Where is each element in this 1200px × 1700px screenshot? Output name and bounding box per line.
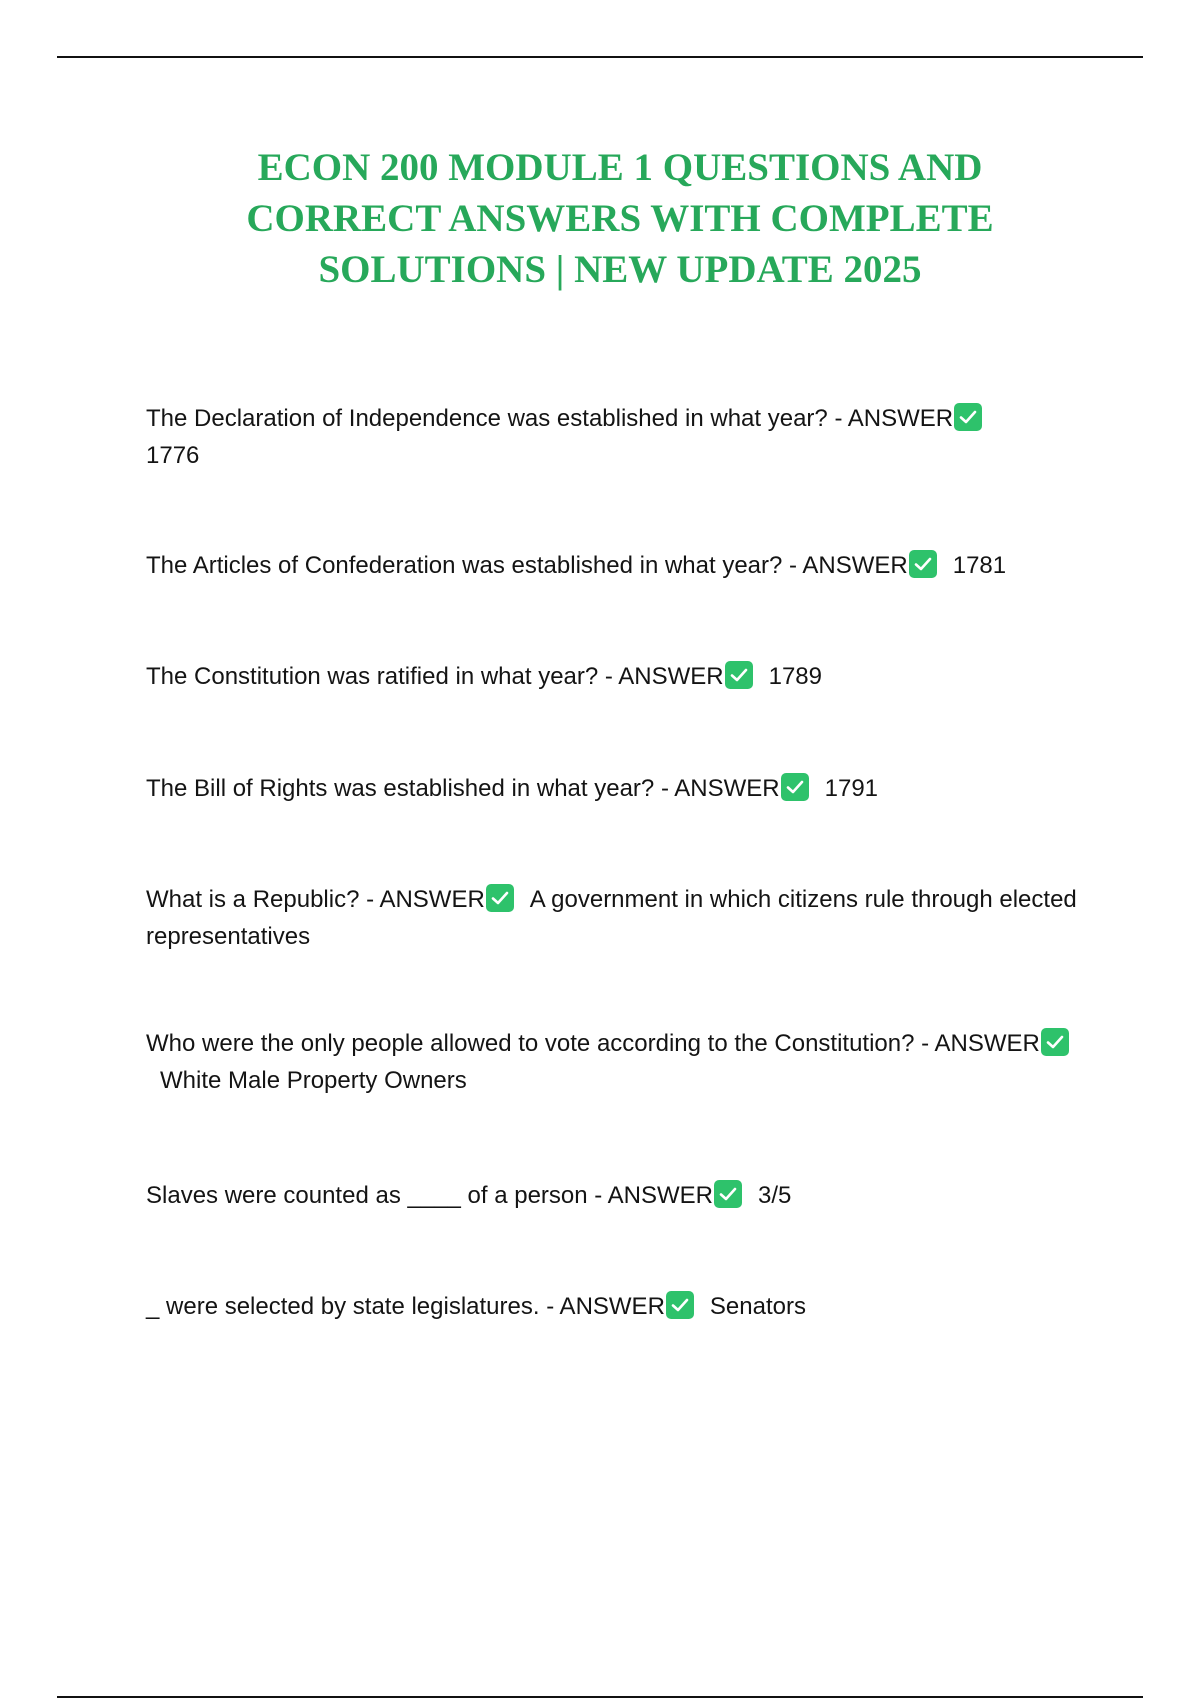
qa-item xyxy=(146,1177,1086,1214)
answer-text: 1789 xyxy=(768,663,822,690)
answer-text: 1776 xyxy=(146,442,200,469)
question-text: _ were selected by state legislatures. xyxy=(146,1293,540,1320)
answer-text: Senators xyxy=(709,1293,806,1320)
qa-item xyxy=(146,1288,1086,1325)
answer-marker: - ANSWER xyxy=(594,1182,713,1209)
answer-marker: - ANSWER xyxy=(789,552,908,579)
answer-text: 1781 xyxy=(952,552,1007,579)
qa-item xyxy=(146,881,1086,955)
qa-item xyxy=(146,658,1086,695)
answer-marker: - ANSWER xyxy=(921,1030,1040,1057)
check-box-icon xyxy=(486,884,514,912)
answer-text: White Male Property Owners xyxy=(160,1067,467,1094)
qa-item xyxy=(146,547,1086,584)
check-box-icon xyxy=(725,661,753,689)
check-box-icon xyxy=(714,1180,742,1208)
answer-marker: - ANSWER xyxy=(366,886,485,913)
answer-marker: - ANSWER xyxy=(660,775,780,802)
answer-text: A government in which citizens rule through elected representatives xyxy=(146,886,1077,950)
answer-marker: - ANSWER xyxy=(546,1293,665,1320)
question-text: The Constitution was ratified in what year? xyxy=(146,663,599,690)
question-text: The Declaration of Independence was established in what year? xyxy=(146,405,828,432)
answer-text: 3/5 xyxy=(757,1182,792,1209)
bottom-rule xyxy=(57,1696,1143,1698)
question-text: The Articles of Confederation was established in what year? xyxy=(146,552,783,579)
qa-item xyxy=(146,770,1086,807)
check-box-icon xyxy=(909,550,937,578)
question-text: Slaves were counted as ____ of a person xyxy=(146,1182,588,1209)
question-text: Who were the only people allowed to vote according to the Constitution? xyxy=(146,1030,915,1057)
qa-item xyxy=(146,400,1086,474)
top-rule xyxy=(57,56,1143,58)
check-box-icon xyxy=(954,403,982,431)
check-box-icon xyxy=(666,1291,694,1319)
question-text: What is a Republic? xyxy=(146,886,360,913)
answer-marker: - ANSWER xyxy=(834,405,954,432)
answer-marker: - ANSWER xyxy=(604,663,724,690)
answer-text: 1791 xyxy=(824,775,879,802)
check-box-icon xyxy=(1041,1028,1069,1056)
question-text: The Bill of Rights was established in what year? xyxy=(146,775,655,802)
qa-item xyxy=(146,1025,1086,1099)
check-box-icon xyxy=(781,773,809,801)
document-title: ECON 200 MODULE 1 QUESTIONS AND CORRECT ANSWERS WITH COMPLETE SOLUTIONS | NEW UPDATE 2025 xyxy=(246,146,994,291)
